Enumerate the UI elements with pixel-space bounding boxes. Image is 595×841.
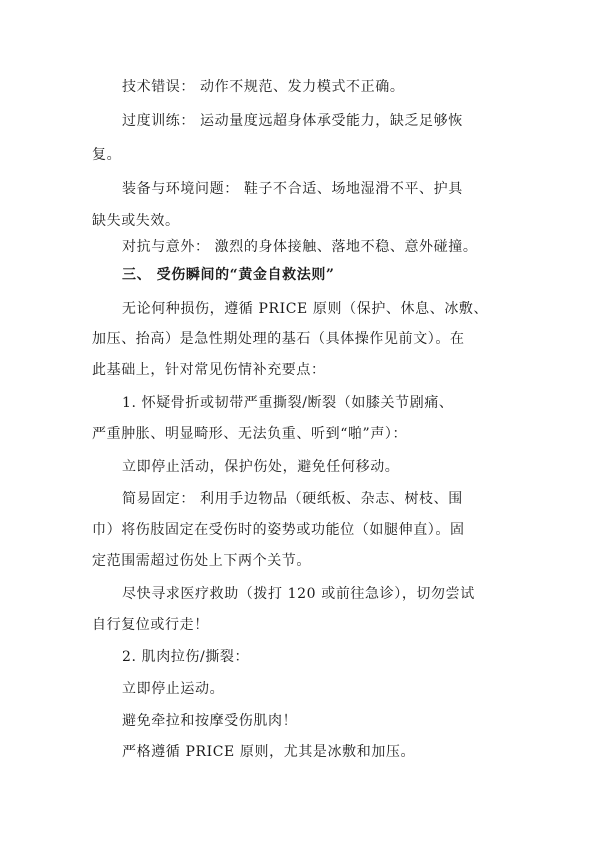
text-line-overtraining-cont: 复。 [92,147,122,163]
text-line-seek-help-1: 尽快寻求医疗救助（拨打 120 或前往急诊），切勿尝试 [122,586,475,602]
text-line-technical-error: 技术错误： 动作不规范、发力模式不正确。 [122,79,405,95]
text-line-stop-activity: 立即停止活动，保护伤处，避免任何移动。 [122,459,400,475]
text-line-overtraining: 过度训练： 运动量度远超身体承受能力，缺乏足够恢 [122,113,463,129]
list-item-1-title-cont: 严重肿胀、明显畸形、无法负重、听到“啪”声）： [92,426,408,442]
text-line-splint-1: 简易固定： 利用手边物品（硬纸板、杂志、树枝、围 [122,491,463,507]
text-line-price-2: 加压、抬高）是急性期处理的基石（具体操作见前文）。在 [92,331,465,347]
text-line-no-massage: 避免牵拉和按摩受伤肌肉！ [122,713,298,729]
text-line-equipment-cont: 缺失或失效。 [92,213,180,229]
text-line-splint-3: 定范围需超过伤处上下两个关节。 [92,553,311,569]
text-line-stop-exercise: 立即停止运动。 [122,681,225,697]
text-line-collision: 对抗与意外： 激烈的身体接触、落地不稳、意外碰撞。 [122,239,478,255]
text-line-seek-help-2: 自行复位或行走！ [92,617,209,633]
text-line-price-1: 无论何种损伤，遵循 PRICE 原则（保护、休息、冰敷、 [122,301,489,317]
list-item-2-title: 2. 肌肉拉伤/撕裂： [122,649,250,665]
text-line-follow-price: 严格遵循 PRICE 原则，尤其是冰敷和加压。 [122,744,416,760]
text-line-splint-2: 巾）将伤肢固定在受伤时的姿势或功能位（如腿伸直）。固 [92,522,465,538]
section-heading: 三、 受伤瞬间的“黄金自救法则” [122,267,335,283]
text-line-equipment: 装备与环境问题： 鞋子不合适、场地湿滑不平、护具 [122,181,463,197]
list-item-1-title: 1. 怀疑骨折或韧带严重撕裂/断裂（如膝关节剧痛、 [122,395,454,411]
text-line-price-3: 此基础上，针对常见伤情补充要点： [92,362,326,378]
